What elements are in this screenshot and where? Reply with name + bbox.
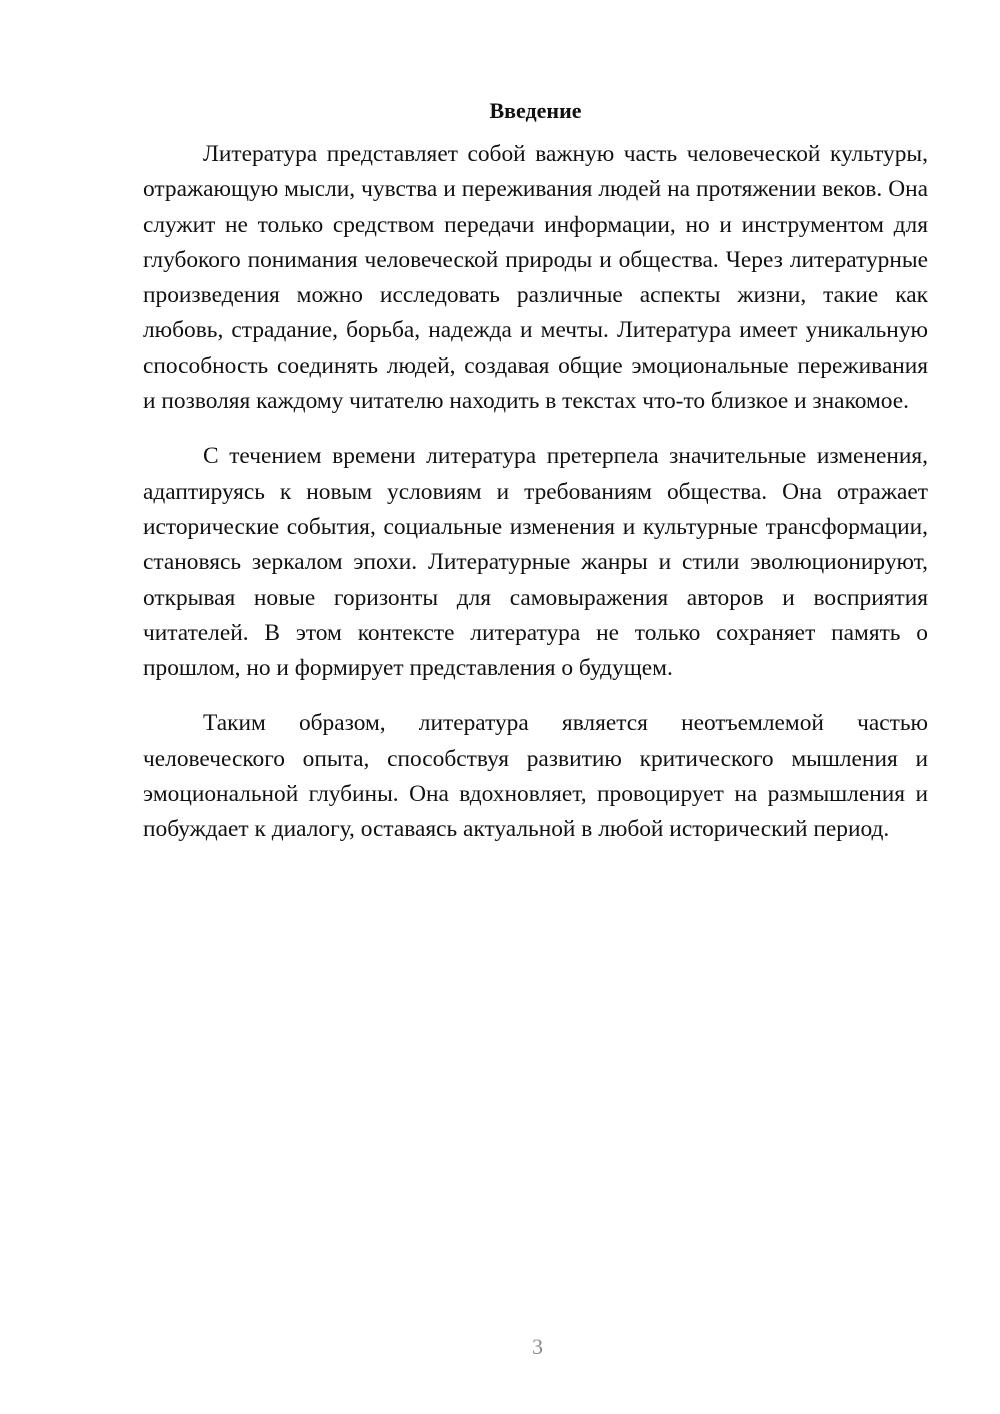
paragraph-3: Таким образом, литература является неотъемлемой частью человеческого опыта, способствуя развитию критического мышления и эмоциональной глубины. Она вдохновляет, провоцирует на размышления и побуждает к диалогу, оставаясь актуальной в любой исторический период. [143,710,928,843]
section-heading: Введение [489,98,582,123]
page-content [143,95,928,868]
page-number: 3 [532,1334,543,1359]
paragraph-1: Литература представляет собой важную часть человеческой культуры, отражающую мысли, чувства и переживания людей на протяжении веков. Она служит не только средством передачи информации, но и инструментом для глубокого понимания человеческой природы и общества. Через литературные произведения можно исследовать различные аспекты жизни, такие как любовь, страдание, борьба, надежда и мечты. Литература имеет уникальную способность соединять людей, создавая общие эмоциональные переживания и позволяя каждому читателю находить в текстах что-то близкое и знакомое. [143,141,928,415]
paragraph-2: С течением времени литература претерпела значительные изменения, адаптируясь к новым условиям и требованиям общества. Она отражает исторические события, социальные изменения и культурные трансформации, становясь зеркалом эпохи. Литературные жанры и стили эволюционируют, открывая новые горизонты для самовыражения авторов и восприятия читателей. В этом контексте литература не только сохраняет память о прошлом, но и формирует представления о будущем. [143,443,928,682]
